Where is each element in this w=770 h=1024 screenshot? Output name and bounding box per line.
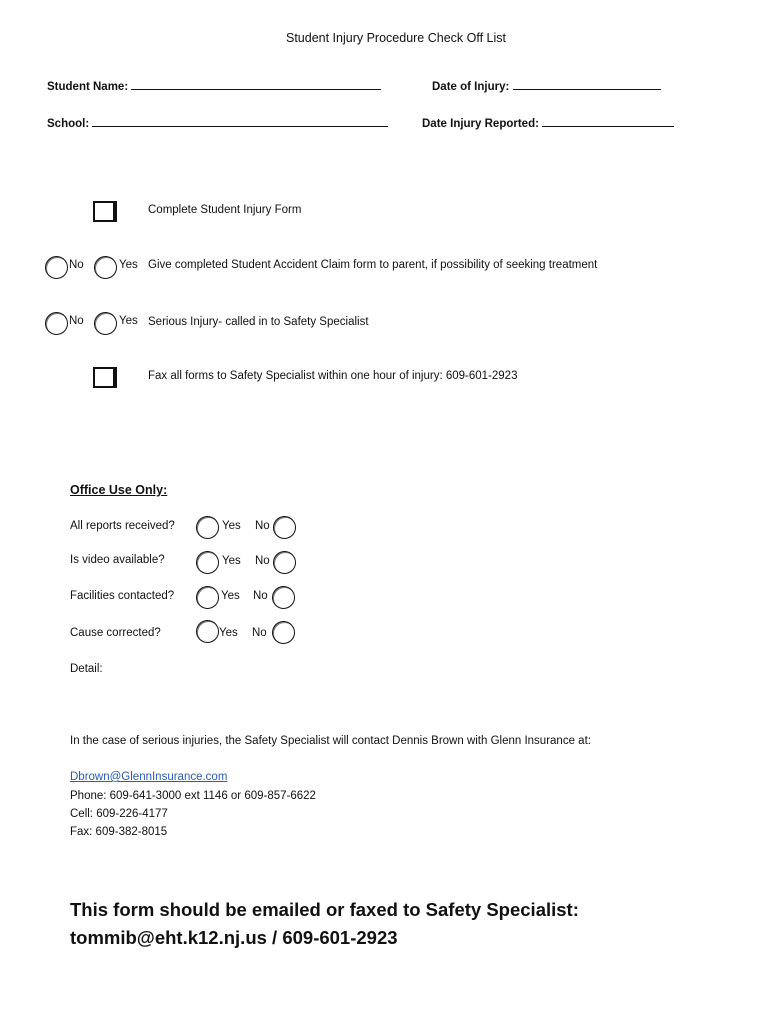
school-line[interactable] — [92, 116, 388, 127]
yes-label: Yes — [219, 627, 238, 639]
serious-injury-yes-radio[interactable] — [94, 312, 117, 335]
claim-form-no-radio[interactable] — [45, 256, 68, 279]
video-available-no-radio[interactable] — [273, 551, 296, 574]
student-name-field[interactable] — [47, 79, 381, 93]
contact-fax: Fax: 609-382-8015 — [70, 826, 168, 838]
claim-form-yes-label: Yes — [119, 259, 138, 271]
date-reported-line[interactable] — [542, 116, 674, 127]
date-of-injury-field[interactable] — [432, 79, 661, 93]
yes-label: Yes — [221, 590, 240, 602]
reports-received-no-radio[interactable] — [273, 516, 296, 539]
contact-phone: Phone: 609-641-3000 ext 1146 or 609-857-6622 — [70, 790, 316, 802]
no-label: No — [253, 590, 268, 602]
cause-corrected-yes-radio[interactable] — [196, 620, 219, 643]
yes-label: Yes — [222, 520, 241, 532]
no-label: No — [252, 627, 267, 639]
page-title: Student Injury Procedure Check Off List — [285, 31, 507, 45]
yes-label: Yes — [222, 555, 241, 567]
office-question: Is video available? — [70, 554, 165, 566]
cause-corrected-no-radio[interactable] — [272, 621, 295, 644]
no-label: No — [255, 555, 270, 567]
complete-form-checkbox[interactable] — [93, 201, 115, 222]
reports-received-yes-radio[interactable] — [196, 516, 219, 539]
detail-label: Detail: — [70, 663, 103, 675]
office-question: Cause corrected? — [70, 627, 161, 639]
student-name-label: Student Name: — [47, 81, 129, 93]
checklist-item-text: Give completed Student Accident Claim form to parent, if possibility of seeking treatment — [148, 259, 598, 271]
office-question: All reports received? — [70, 520, 175, 532]
contact-email-link[interactable]: Dbrown@GlennInsurance.com — [70, 771, 228, 783]
office-use-heading: Office Use Only: — [70, 483, 168, 497]
office-question: Facilities contacted? — [70, 590, 175, 602]
serious-injury-no-label: No — [69, 315, 84, 327]
date-of-injury-line[interactable] — [513, 79, 661, 90]
contact-cell: Cell: 609-226-4177 — [70, 808, 168, 820]
contact-intro: In the case of serious injuries, the Safety Specialist will contact Dennis Brown with Glenn Insurance at: — [70, 735, 591, 747]
footer-contact: tommib@eht.k12.nj.us / 609-601-2923 — [70, 927, 398, 948]
serious-injury-no-radio[interactable] — [45, 312, 68, 335]
date-reported-label: Date Injury Reported: — [422, 118, 539, 130]
fax-forms-checkbox[interactable] — [93, 367, 115, 388]
claim-form-no-label: No — [69, 259, 84, 271]
footer-instruction: This form should be emailed or faxed to Safety Specialist: — [70, 899, 579, 920]
school-field[interactable] — [47, 116, 388, 130]
no-label: No — [255, 520, 270, 532]
school-label: School: — [47, 118, 90, 130]
checklist-item-text: Fax all forms to Safety Specialist within one hour of injury: 609-601-2923 — [148, 370, 518, 382]
checklist-item-text: Complete Student Injury Form — [148, 204, 302, 216]
facilities-contacted-yes-radio[interactable] — [196, 586, 219, 609]
date-reported-field[interactable] — [422, 116, 674, 130]
date-of-injury-label: Date of Injury: — [432, 81, 510, 93]
serious-injury-yes-label: Yes — [119, 315, 138, 327]
student-name-line[interactable] — [131, 79, 381, 90]
video-available-yes-radio[interactable] — [196, 551, 219, 574]
checklist-item-text: Serious Injury- called in to Safety Specialist — [148, 316, 369, 328]
facilities-contacted-no-radio[interactable] — [272, 586, 295, 609]
claim-form-yes-radio[interactable] — [94, 256, 117, 279]
